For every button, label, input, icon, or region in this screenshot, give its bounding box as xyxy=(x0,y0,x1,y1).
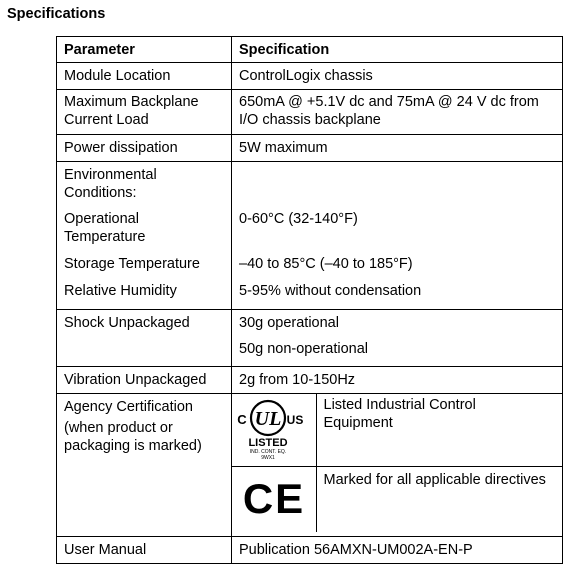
spec-line: 5-95% without condensation xyxy=(239,283,422,299)
table-row xyxy=(57,135,563,162)
spec-line: I/O chassis backplane xyxy=(239,112,381,128)
spec-cell: 2g from 10-150Hz xyxy=(232,367,563,394)
param-cell: Power dissipation xyxy=(57,135,232,162)
ul-row xyxy=(232,394,562,467)
table-row xyxy=(57,367,563,394)
ce-logo-cell xyxy=(232,467,316,533)
ul-small-text: IND. CONT. EQ. xyxy=(249,449,287,455)
table-row xyxy=(57,537,563,564)
spec-line: 0-60°C (32-140°F) xyxy=(239,211,358,227)
ul-listed-icon xyxy=(232,396,304,462)
param-line: Current Load xyxy=(64,112,149,128)
ce-text-cell: Marked for all applicable directives xyxy=(316,467,562,533)
table-row xyxy=(57,310,563,367)
param-cell: Module Location xyxy=(57,63,232,90)
table-header-row xyxy=(57,37,563,63)
param-cell: Shock Unpackaged xyxy=(57,310,232,367)
specifications-table xyxy=(56,36,563,564)
agency-subtable xyxy=(232,394,562,532)
spec-line: 30g operational xyxy=(239,315,339,331)
spec-cell: 5W maximum xyxy=(232,135,563,162)
param-line: Conditions: xyxy=(64,185,137,201)
header-specification: Specification xyxy=(232,37,563,63)
param-line: Operational xyxy=(64,211,139,227)
param-line: Maximum Backplane xyxy=(64,94,199,110)
ul-mark-text: UL xyxy=(254,408,282,430)
param-line: Storage Temperature xyxy=(64,256,200,272)
spec-cell xyxy=(232,90,563,135)
section-heading: Specifications xyxy=(7,6,106,22)
ul-listed-text: LISTED xyxy=(248,437,288,449)
ul-text-line: Equipment xyxy=(323,415,393,431)
ul-us-mark: US xyxy=(286,413,304,427)
param-line: (when product or xyxy=(64,420,173,436)
ce-mark-icon xyxy=(244,474,304,520)
param-cell: Vibration Unpackaged xyxy=(57,367,232,394)
ce-row xyxy=(232,467,562,533)
param-line: Environmental xyxy=(64,167,157,183)
param-cell: User Manual xyxy=(57,537,232,564)
ul-c-mark: C xyxy=(237,412,247,427)
param-line: Agency Certification xyxy=(64,399,193,415)
header-parameter: Parameter xyxy=(57,37,232,63)
spec-line: –40 to 85°C (–40 to 185°F) xyxy=(239,256,413,272)
param-cell xyxy=(57,162,232,310)
ce-mark-text: CE xyxy=(243,475,304,520)
ul-logo-cell xyxy=(232,394,316,467)
param-cell xyxy=(57,394,232,537)
table-row xyxy=(57,90,563,135)
ul-text-line: Listed Industrial Control xyxy=(323,397,476,413)
param-line: Temperature xyxy=(64,229,146,245)
table-row xyxy=(57,63,563,90)
agency-spec-cell xyxy=(232,394,563,537)
param-line: Relative Humidity xyxy=(64,283,177,299)
table-row-environmental xyxy=(57,162,563,310)
param-cell xyxy=(57,90,232,135)
param-line: packaging is marked) xyxy=(64,438,202,454)
spec-line: 650mA @ +5.1V dc and 75mA @ 24 V dc from xyxy=(239,94,539,110)
ul-small-code: 9WX1 xyxy=(261,455,275,461)
spec-cell xyxy=(232,162,563,310)
table-row-agency xyxy=(57,394,563,537)
spec-line: 50g non-operational xyxy=(239,341,368,357)
ul-text-cell xyxy=(316,394,562,467)
spec-cell: Publication 56AMXN-UM002A-EN-P xyxy=(232,537,563,564)
spec-cell xyxy=(232,310,563,367)
spec-cell: ControlLogix chassis xyxy=(232,63,563,90)
